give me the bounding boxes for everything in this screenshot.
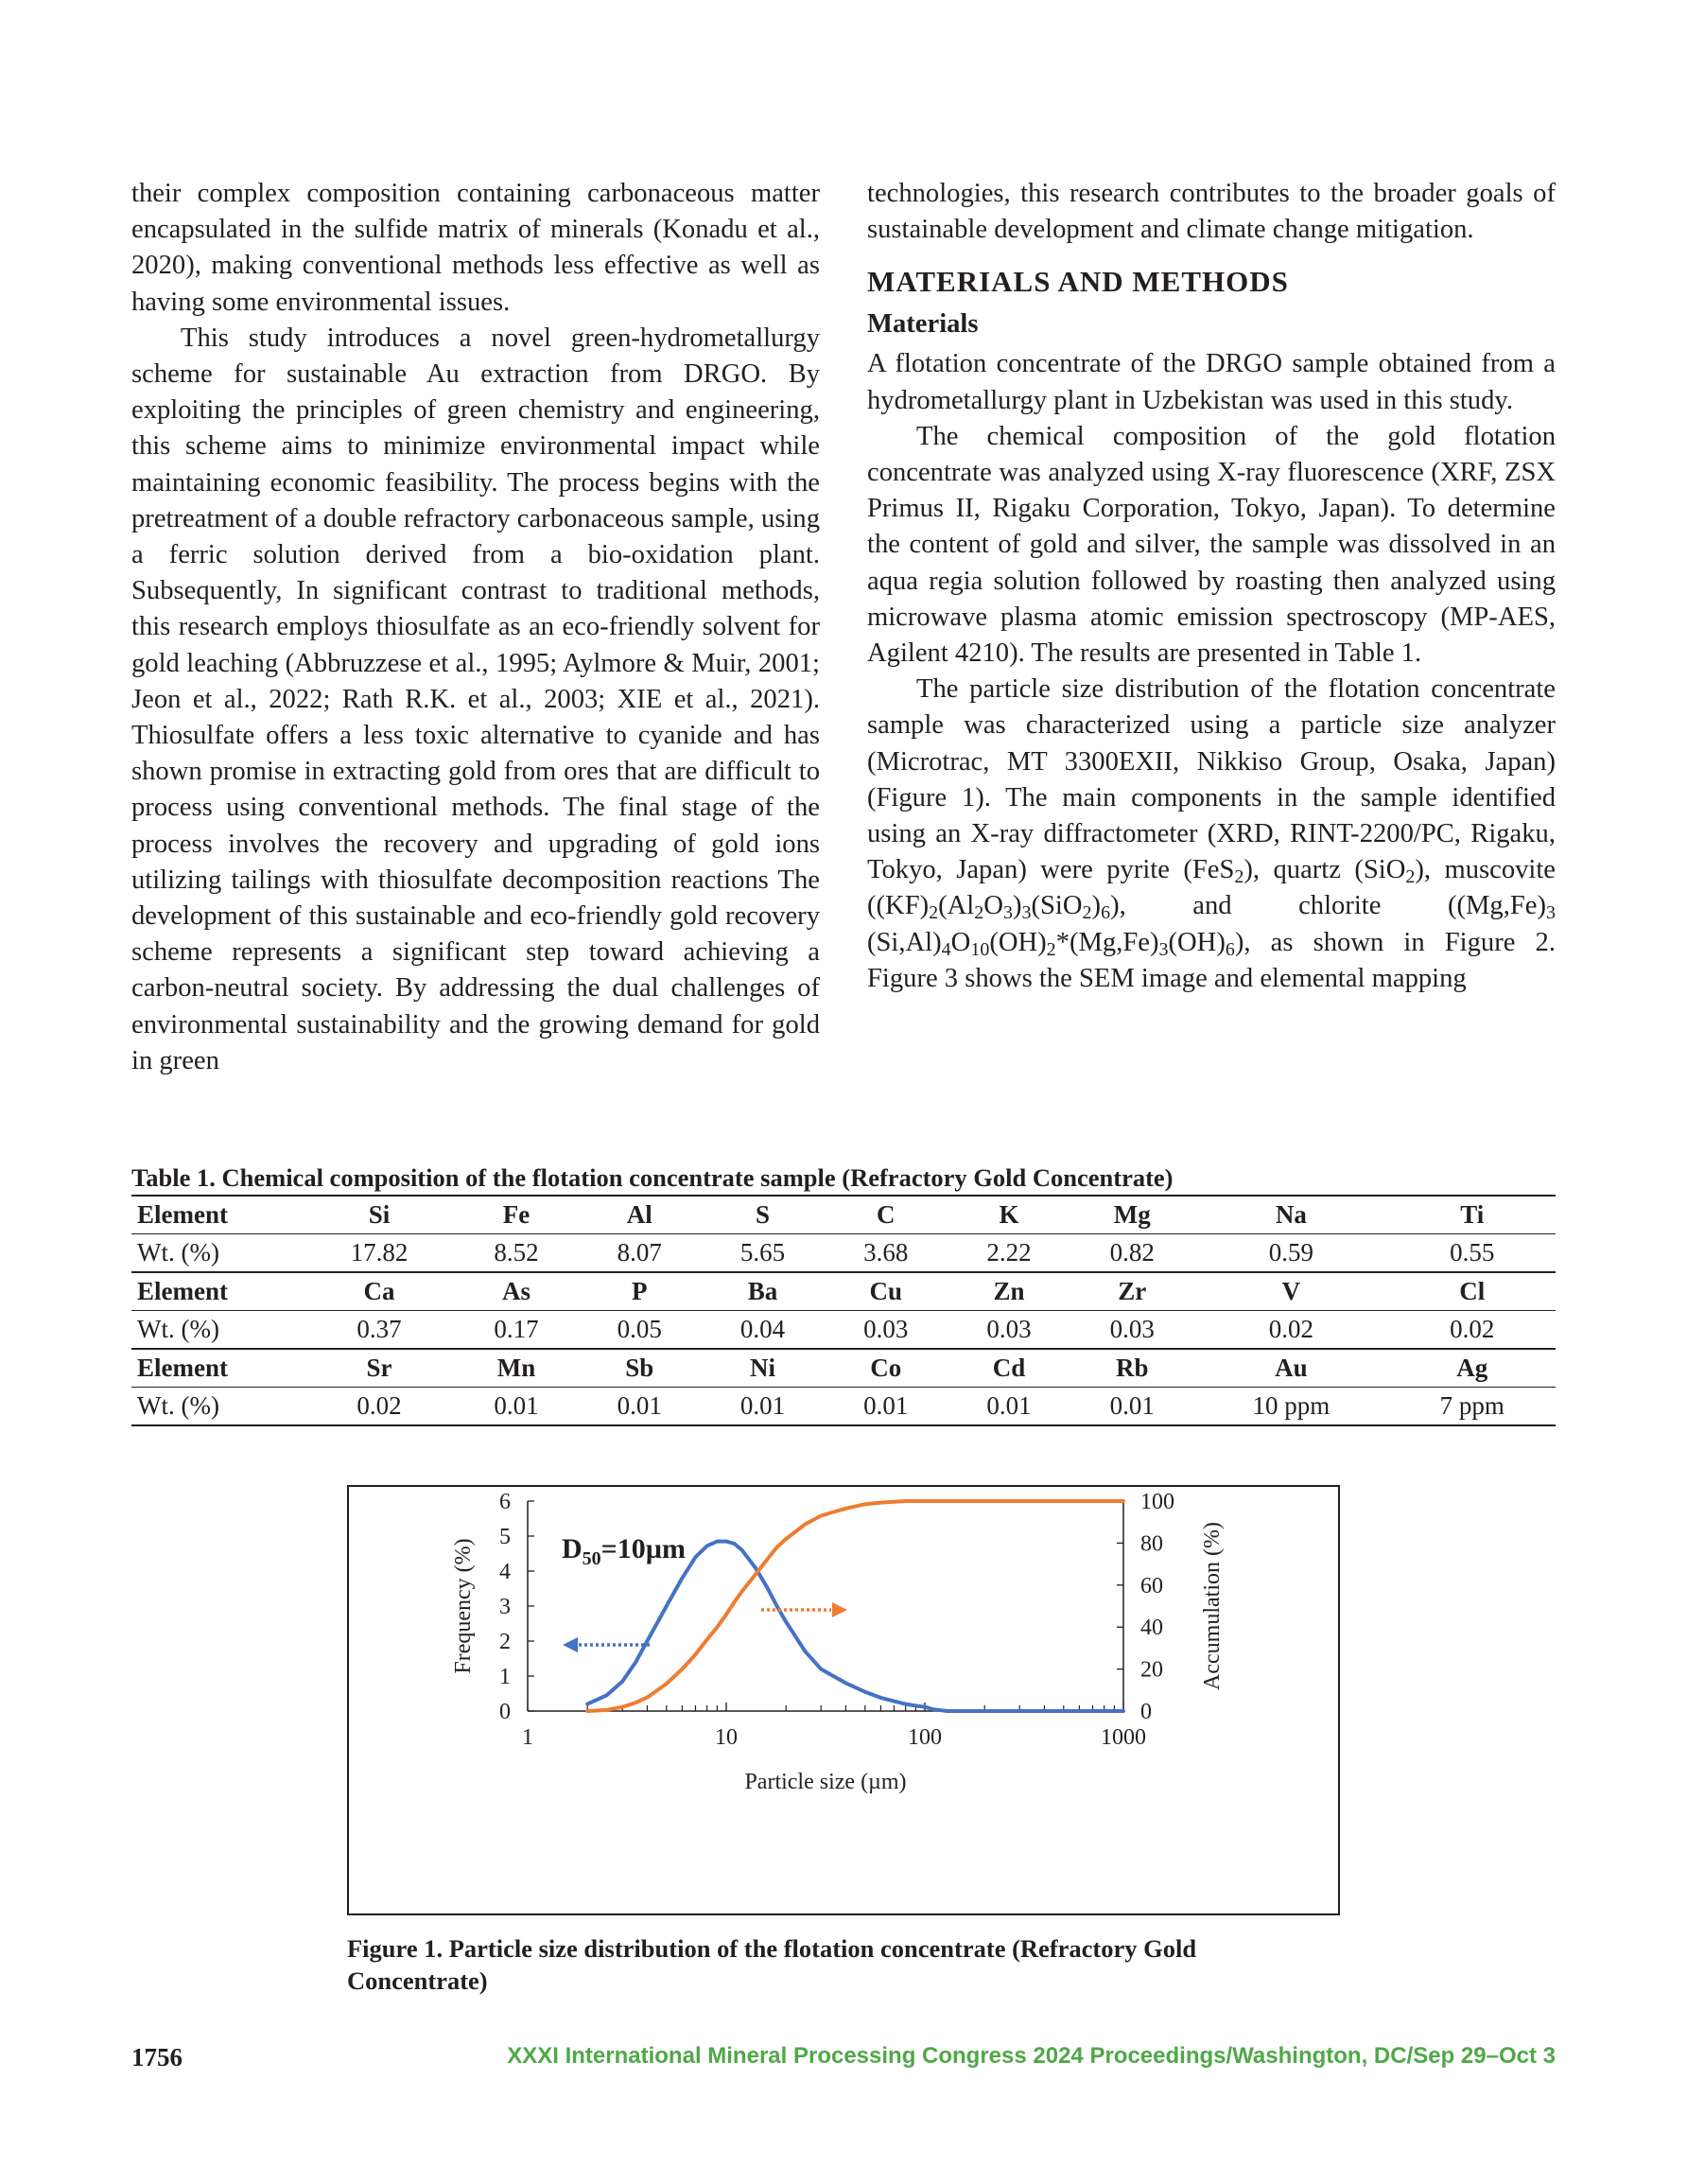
table-cell: 10 ppm — [1193, 1388, 1388, 1426]
table-cell: As — [455, 1272, 578, 1311]
table-cell: S — [701, 1196, 824, 1234]
left-paragraph-2: This study introduces a novel green-hydrometallurgy scheme for sustainable Au extraction from DRGO. By exploiting the principles of green chemistry and engineering, this scheme aims to minimize environmental impact while maintaining economic feasibility. The process begins with the pretreatment of a double refractory carbonaceous sample, using a ferric solution derived from a bio-oxidation plant. Subsequently, In significant contrast to traditional methods, this research employs thiosulfate as an eco-friendly solvent for gold leaching (Abbruzzese et al., 1995; Aylmore & Muir, 2001; Jeon et al., 2022; Rath R.K. et al., 2003; XIE et al., 2021). Thiosulfate offers a less toxic alternative to cyanide and has shown promise in extracting gold from ores that are difficult to process using conventional methods. The final stage of the process involves the recovery and upgrading of gold ions utilizing tailings with thiosulfate decomposition reactions The development of this sustainable and eco-friendly gold recovery scheme represents a significant step toward achieving a carbon-neutral society. By addressing the dual challenges of environmental sustainability and the growing demand for gold in green — [131, 323, 820, 1075]
table-cell: 0.01 — [825, 1388, 948, 1426]
table-cell: Co — [825, 1349, 948, 1388]
left-axis-arrow-head — [563, 1637, 578, 1652]
table-cell: 0.55 — [1388, 1234, 1556, 1273]
table-row-label: Wt. (%) — [131, 1234, 304, 1273]
table-cell: Si — [304, 1196, 455, 1234]
y-left-tick-label: 2 — [499, 1630, 511, 1654]
table-cell: 3.68 — [825, 1234, 948, 1273]
table-cell: 0.01 — [455, 1388, 578, 1426]
table-cell: V — [1193, 1272, 1388, 1311]
y-right-tick-label: 40 — [1140, 1616, 1163, 1641]
table-row-label: Element — [131, 1272, 304, 1311]
table-row-label: Wt. (%) — [131, 1311, 304, 1350]
left-column — [131, 176, 820, 1079]
y-right-tick-label: 100 — [1140, 1490, 1174, 1514]
table-cell: 17.82 — [304, 1234, 455, 1273]
right-paragraph-2: The chemical composition of the gold flotation concentrate was analyzed using X-ray fluorescence (XRF, ZSX Primus II, Rigaku Corporation, Tokyo, Japan). To determine the content of gold and silver, the sample was dissolved in an aqua regia solution followed by roasting then analyzed using microwave plasma atomic emission spectroscopy (MP-AES, Agilent 4210). The results are presented in Table 1. — [867, 421, 1556, 669]
d50-annotation: $D_{50}=10\mu m$ — [562, 1533, 687, 1569]
figure-caption: Figure 1. Particle size distribution of the flotation concentrate (Refractory Gold Concentrate) — [347, 1934, 1197, 1995]
figure-1 — [347, 1485, 1340, 1915]
subsection-heading: Materials — [867, 309, 979, 340]
x-tick-label: 1000 — [1101, 1725, 1146, 1750]
table-cell: 0.59 — [1193, 1234, 1388, 1273]
table-cell: 8.52 — [455, 1234, 578, 1273]
left-paragraph-1: their complex composition containing carbonaceous matter encapsulated in the sulfide matrix of minerals (Konadu et al., 2020), making conventional methods less effective as well as having some environmental issues. — [131, 179, 820, 317]
table-cell: Ti — [1388, 1196, 1556, 1234]
table-cell: 0.02 — [304, 1388, 455, 1426]
table-cell: Cl — [1388, 1272, 1556, 1311]
table-value-row — [131, 1388, 1556, 1426]
table-cell: Cu — [825, 1272, 948, 1311]
table-cell: 0.37 — [304, 1311, 455, 1350]
composition-table — [131, 1195, 1556, 1426]
y-left-axis-label: Frequency (%) — [451, 1538, 476, 1674]
table-cell: 0.04 — [701, 1311, 824, 1350]
right-paragraph-0: technologies, this research contributes to the broader goals of sustainable development and climate change mitigation. — [867, 179, 1556, 245]
x-axis-label: Particle size (µm) — [744, 1770, 907, 1794]
table-cell: Ca — [304, 1272, 455, 1311]
frequency-line — [587, 1542, 1123, 1711]
y-left-tick-label: 3 — [499, 1595, 511, 1619]
table-cell: 0.82 — [1070, 1234, 1193, 1273]
y-left-tick-label: 1 — [499, 1665, 511, 1689]
table-cell: 0.02 — [1388, 1311, 1556, 1350]
y-left-tick-label: 0 — [499, 1700, 511, 1724]
table-cell: Mg — [1070, 1196, 1193, 1234]
table-cell: 5.65 — [701, 1234, 824, 1273]
table-cell: 8.07 — [578, 1234, 701, 1273]
table-cell: 0.03 — [948, 1311, 1070, 1350]
table-header-row — [131, 1349, 1556, 1388]
table-cell: 0.03 — [825, 1311, 948, 1350]
table-cell: K — [948, 1196, 1070, 1234]
table-cell: Mn — [455, 1349, 578, 1388]
table-value-row — [131, 1311, 1556, 1350]
table-value-row — [131, 1234, 1556, 1273]
table-cell: Au — [1193, 1349, 1388, 1388]
table-cell: 0.05 — [578, 1311, 701, 1350]
table-cell: Ni — [701, 1349, 824, 1388]
table-cell: C — [825, 1196, 948, 1234]
table-cell: Na — [1193, 1196, 1388, 1234]
table-row-label: Element — [131, 1196, 304, 1234]
table-cell: Rb — [1070, 1349, 1193, 1388]
right-column — [867, 176, 1556, 997]
table-cell: Sr — [304, 1349, 455, 1388]
table-cell: 0.01 — [578, 1388, 701, 1426]
table-cell: 0.17 — [455, 1311, 578, 1350]
table-cell: Fe — [455, 1196, 578, 1234]
table-cell: P — [578, 1272, 701, 1311]
table-cell: 7 ppm — [1388, 1388, 1556, 1426]
table-row-label: Wt. (%) — [131, 1388, 304, 1426]
y-right-tick-label: 60 — [1140, 1573, 1163, 1599]
right-paragraph-3: The particle size distribution of the flotation concentrate sample was characterized using a particle size analyzer (Microtrac, MT 3300EXII, Nikkiso Group, Osaka, Japan) (Figure 1). The main components in the sample identified using an X-ray diffractometer (XRD, RINT-2200/PC, Rigaku, Tokyo, Japan) were pyrite (FeS$_2$), quartz (SiO$_2$), muscovite $((KF)_2(Al_2O_3)_3(SiO_2)_6)$, and chlorite ($(Mg,Fe)_3$ $(Si,Al)_4O_{10}(OH)_2*(Mg,Fe)_3(OH)_6$), as shown in Figure 2. Figure 3 shows the SEM image and elemental mapping — [867, 674, 1556, 993]
y-right-tick-label: 80 — [1140, 1531, 1163, 1557]
table-cell: 0.01 — [701, 1388, 824, 1426]
table-cell: Zr — [1070, 1272, 1193, 1311]
right-axis-arrow-head — [832, 1602, 847, 1617]
table-cell: 0.01 — [1070, 1388, 1193, 1426]
table-cell: Al — [578, 1196, 701, 1234]
y-right-tick-label: 0 — [1140, 1700, 1152, 1724]
psd-chart — [349, 1487, 1338, 1913]
table-cell: 0.03 — [1070, 1311, 1193, 1350]
table-cell: Ag — [1388, 1349, 1556, 1388]
table-cell: Zn — [948, 1272, 1070, 1311]
table-row-label: Element — [131, 1349, 304, 1388]
table-cell: 0.02 — [1193, 1311, 1388, 1350]
y-right-axis-label: Accumulation (%) — [1200, 1522, 1225, 1690]
y-left-tick-label: 5 — [499, 1525, 511, 1549]
x-tick-label: 1 — [522, 1725, 533, 1750]
section-heading: MATERIALS AND METHODS — [867, 265, 1289, 299]
x-tick-label: 10 — [715, 1725, 738, 1750]
y-right-tick-label: 20 — [1140, 1657, 1163, 1683]
page-number: 1756 — [131, 2043, 183, 2071]
x-tick-label: 100 — [908, 1725, 942, 1750]
table-header-row — [131, 1196, 1556, 1234]
conference-footer: XXXI International Mineral Processing Congress 2024 Proceedings/Washington, DC/Sep 29–Oct 3 — [507, 2043, 1556, 2069]
table-header-row — [131, 1272, 1556, 1311]
table-cell: Ba — [701, 1272, 824, 1311]
table-cell: Sb — [578, 1349, 701, 1388]
right-paragraph-1: A flotation concentrate of the DRGO sample obtained from a hydrometallurgy plant in Uzbekistan was used in this study. — [867, 349, 1556, 415]
table-caption: Table 1. Chemical composition of the flotation concentrate sample (Refractory Gold Concentrate) — [131, 1163, 1174, 1192]
table-cell: Cd — [948, 1349, 1070, 1388]
y-left-tick-label: 4 — [499, 1560, 511, 1584]
y-left-tick-label: 6 — [499, 1490, 511, 1514]
table-cell: 2.22 — [948, 1234, 1070, 1273]
table-cell: 0.01 — [948, 1388, 1070, 1426]
